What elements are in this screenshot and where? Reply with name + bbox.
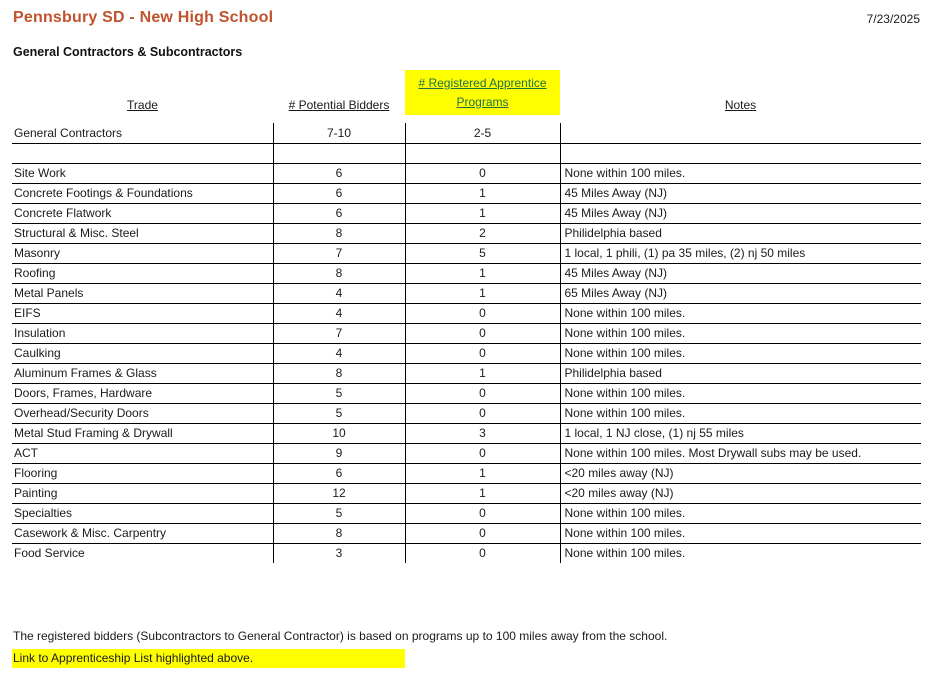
- notes-cell: [560, 143, 921, 163]
- potential-bidders-cell: 5: [273, 383, 405, 403]
- notes-cell: None within 100 miles.: [560, 303, 921, 323]
- table-row: [12, 163, 921, 183]
- table-body: [12, 123, 921, 563]
- potential-bidders-cell: 4: [273, 303, 405, 323]
- document-date: 7/23/2025: [866, 12, 920, 26]
- trade-cell: Aluminum Frames & Glass: [12, 363, 273, 383]
- apprentice-programs-cell: 1: [405, 363, 560, 383]
- table-row: [12, 223, 921, 243]
- table-row: [12, 263, 921, 283]
- potential-bidders-cell: 8: [273, 523, 405, 543]
- trade-cell: Flooring: [12, 463, 273, 483]
- trade-cell: Painting: [12, 483, 273, 503]
- potential-bidders-cell: 8: [273, 363, 405, 383]
- table-row: [12, 143, 921, 163]
- potential-bidders-cell: 12: [273, 483, 405, 503]
- apprentice-programs-cell: 0: [405, 383, 560, 403]
- apprenticeship-list-link[interactable]: # Registered Apprentice Programs: [418, 76, 547, 109]
- table-row: [12, 363, 921, 383]
- apprentice-programs-cell: 2-5: [405, 123, 560, 143]
- apprentice-programs-cell: 0: [405, 163, 560, 183]
- potential-bidders-cell: 6: [273, 183, 405, 203]
- notes-cell: None within 100 miles.: [560, 503, 921, 523]
- apprentice-programs-cell: 1: [405, 283, 560, 303]
- section-subtitle: General Contractors & Subcontractors: [13, 45, 243, 59]
- trade-cell: Specialties: [12, 503, 273, 523]
- trade-cell: Doors, Frames, Hardware: [12, 383, 273, 403]
- apprentice-programs-cell: 0: [405, 403, 560, 423]
- trade-cell: General Contractors: [12, 123, 273, 143]
- apprentice-programs-cell: 1: [405, 483, 560, 503]
- trade-cell: [12, 143, 273, 163]
- table-row: [12, 183, 921, 203]
- trade-cell: Caulking: [12, 343, 273, 363]
- notes-cell: 1 local, 1 NJ close, (1) nj 55 miles: [560, 423, 921, 443]
- potential-bidders-cell: 9: [273, 443, 405, 463]
- trade-cell: Masonry: [12, 243, 273, 263]
- notes-cell: 45 Miles Away (NJ): [560, 183, 921, 203]
- notes-cell: None within 100 miles.: [560, 343, 921, 363]
- table-header-row: [12, 70, 921, 115]
- potential-bidders-cell: 10: [273, 423, 405, 443]
- table-row: [12, 123, 921, 143]
- potential-bidders-cell: 7: [273, 323, 405, 343]
- notes-cell: None within 100 miles.: [560, 383, 921, 403]
- potential-bidders-cell: 7-10: [273, 123, 405, 143]
- trade-cell: Structural & Misc. Steel: [12, 223, 273, 243]
- table-row: [12, 243, 921, 263]
- trade-cell: Insulation: [12, 323, 273, 343]
- column-header-notes: Notes: [724, 98, 757, 112]
- table-row: [12, 203, 921, 223]
- notes-cell: None within 100 miles.: [560, 523, 921, 543]
- trade-cell: Roofing: [12, 263, 273, 283]
- trade-cell: Food Service: [14, 546, 85, 561]
- apprentice-programs-cell: 0: [405, 503, 560, 523]
- notes-cell: [560, 123, 921, 143]
- notes-cell: 45 Miles Away (NJ): [560, 263, 921, 283]
- potential-bidders-cell: 8: [273, 263, 405, 283]
- notes-cell: None within 100 miles.: [560, 543, 921, 563]
- notes-cell: None within 100 miles. Most Drywall subs may be used.: [560, 443, 921, 463]
- apprentice-programs-cell: 1: [405, 183, 560, 203]
- table-row: [12, 523, 921, 543]
- table-row: [12, 423, 921, 443]
- notes-cell: 65 Miles Away (NJ): [560, 283, 921, 303]
- contractors-table: [12, 70, 921, 563]
- apprentice-programs-cell: 2: [405, 223, 560, 243]
- potential-bidders-cell: 5: [273, 503, 405, 523]
- apprentice-programs-cell: 0: [405, 543, 560, 563]
- table-row: [12, 543, 921, 563]
- potential-bidders-cell: 5: [273, 403, 405, 423]
- table-row: [12, 483, 921, 503]
- potential-bidders-cell: 4: [273, 283, 405, 303]
- table-row: [12, 503, 921, 523]
- notes-cell: Philidelphia based: [560, 363, 921, 383]
- header-spacer-row: [12, 115, 921, 123]
- apprentice-programs-cell: 0: [405, 303, 560, 323]
- potential-bidders-cell: 4: [273, 343, 405, 363]
- notes-cell: 45 Miles Away (NJ): [560, 203, 921, 223]
- apprentice-programs-cell: 5: [405, 243, 560, 263]
- notes-cell: None within 100 miles.: [560, 323, 921, 343]
- notes-cell: <20 miles away (NJ): [560, 483, 921, 503]
- column-header-trade: Trade: [127, 98, 158, 112]
- notes-cell: <20 miles away (NJ): [560, 463, 921, 483]
- potential-bidders-cell: 8: [273, 223, 405, 243]
- apprentice-programs-cell: 3: [405, 423, 560, 443]
- apprentice-programs-cell: 0: [405, 443, 560, 463]
- table-row: [12, 343, 921, 363]
- apprentice-programs-cell: 1: [405, 463, 560, 483]
- trade-cell: Concrete Footings & Foundations: [12, 183, 273, 203]
- potential-bidders-cell: [273, 143, 405, 163]
- potential-bidders-cell: 6: [273, 463, 405, 483]
- column-header-potential-bidders: # Potential Bidders: [288, 98, 390, 112]
- trade-cell: Metal Panels: [12, 283, 273, 303]
- trade-cell: Concrete Flatwork: [12, 203, 273, 223]
- trade-cell: EIFS: [12, 303, 273, 323]
- notes-cell: Philidelphia based: [560, 223, 921, 243]
- apprentice-programs-cell: [405, 143, 560, 163]
- table-row: [12, 283, 921, 303]
- column-header-registered-apprentice-programs: [405, 70, 560, 115]
- trade-cell: Casework & Misc. Carpentry: [12, 523, 273, 543]
- potential-bidders-cell: 6: [273, 203, 405, 223]
- footer-highlighted-note: Link to Apprenticeship List highlighted above.: [12, 649, 405, 668]
- notes-cell: None within 100 miles.: [560, 403, 921, 423]
- table-row: [12, 323, 921, 343]
- notes-cell: None within 100 miles.: [560, 163, 921, 183]
- apprentice-programs-cell: 1: [405, 203, 560, 223]
- apprentice-programs-cell: 0: [405, 523, 560, 543]
- table-row: [12, 303, 921, 323]
- table-row: [12, 403, 921, 423]
- page-title: Pennsbury SD - New High School: [13, 9, 274, 26]
- trade-cell: ACT: [12, 443, 273, 463]
- potential-bidders-cell: 3: [273, 543, 405, 563]
- trade-cell: Overhead/Security Doors: [12, 403, 273, 423]
- potential-bidders-cell: 7: [273, 243, 405, 263]
- table-row: [12, 383, 921, 403]
- trade-cell: Site Work: [12, 163, 273, 183]
- trade-cell: Metal Stud Framing & Drywall: [12, 423, 273, 443]
- notes-cell: 1 local, 1 phili, (1) pa 35 miles, (2) nj 50 miles: [560, 243, 921, 263]
- footer-note: The registered bidders (Subcontractors to General Contractor) is based on programs up to 100 miles away from the school.: [13, 629, 668, 643]
- apprentice-programs-cell: 1: [405, 263, 560, 283]
- apprentice-programs-cell: 0: [405, 323, 560, 343]
- table-row: [12, 443, 921, 463]
- table-row: [12, 463, 921, 483]
- apprentice-programs-cell: 0: [405, 343, 560, 363]
- potential-bidders-cell: 6: [273, 163, 405, 183]
